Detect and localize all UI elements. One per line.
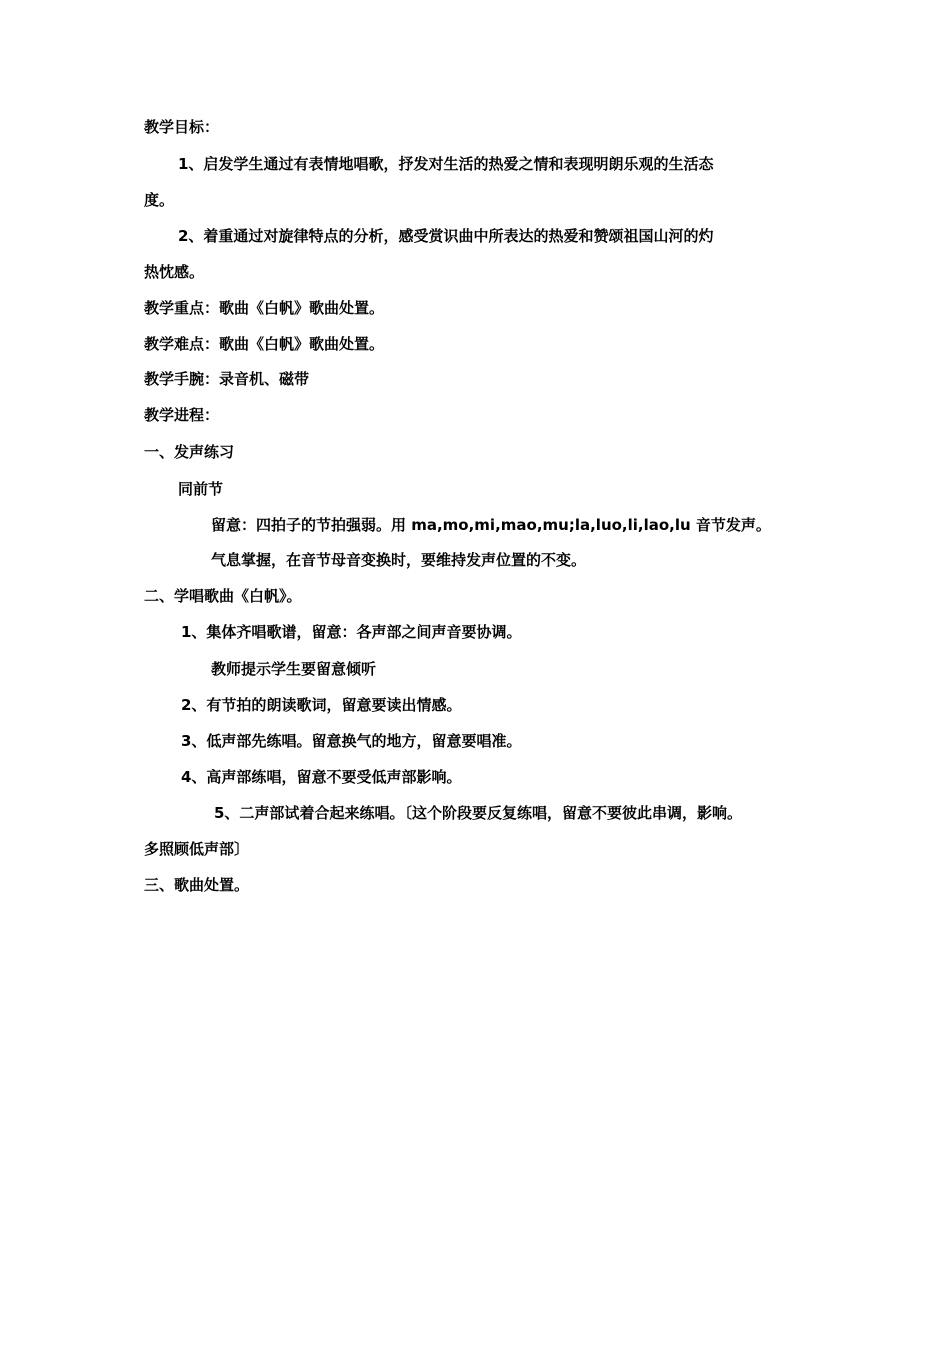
section-3-title: 三、歌曲处置。 [144,876,250,894]
process-heading: 教学进程： [144,406,220,424]
section-1-title: 一、发声练习 [144,443,235,461]
step-5-line-1: 5、二声部试着合起来练唱。〔这个阶段要反复练唱，留意不要彼此串调，影响。 [214,804,742,822]
goal-1-line-1: 1、启发学生通过有表情地唱歌，抒发对生活的热爱之情和表现明朗乐观的生活态 [178,155,714,173]
goal-2-line-2: 热忱感。 [144,263,205,281]
step-4: 4、高声部练唱，留意不要受低声部影响。 [181,768,462,786]
difficulty: 教学难点：歌曲《白帆》歌曲处置。 [144,335,385,353]
step-5-line-2: 多照顾低声部〕 [144,840,250,858]
step-2: 2、有节拍的朗读歌词，留意要读出情感。 [181,696,462,714]
step-3: 3、低声部先练唱。留意换气的地方，留意要唱准。 [181,732,522,750]
section-1-note-2: 气息掌握，在音节母音变换时，要维持发声位置的不变。 [211,551,587,569]
step-1: 1、集体齐唱歌谱，留意：各声部之间声音要协调。 [181,623,522,641]
step-1-note: 教师提示学生要留意倾听 [211,660,377,678]
goal-2-line-1: 2、着重通过对旋律特点的分析，感受赏识曲中所表达的热爱和赞颂祖国山河的灼 [178,227,714,245]
goal-1-line-2: 度。 [144,191,175,209]
section-2-title: 二、学唱歌曲《白帆》。 [144,587,302,605]
teaching-goals-heading: 教学目标： [144,118,220,136]
section-1-note-1: 留意：四拍子的节拍强弱。用 ma,mo,mi,mao,mu;la,luo,li,lao,lu 音节发声。 [211,516,771,534]
key-point: 教学重点：歌曲《白帆》歌曲处置。 [144,299,385,317]
section-1-subtitle: 同前节 [178,480,224,498]
teaching-tools: 教学手腕：录音机、磁带 [144,370,310,388]
